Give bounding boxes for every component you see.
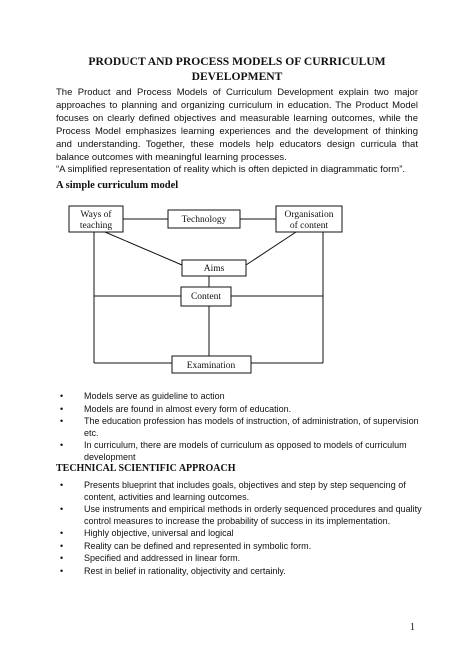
list-item-text: Models are found in almost every form of education. [84, 403, 292, 414]
list-item-text: Use instruments and empirical methods in orderly sequenced procedures and quality control measures to increase the probability of success in its implementation. [84, 504, 422, 526]
list-item [56, 541, 422, 553]
list-item-text: In curriculum, there are models of curriculum as opposed to models of curriculum development [84, 440, 407, 462]
bullet-icon: • [60, 416, 64, 426]
technology-label: Technology [181, 215, 227, 225]
list-item [56, 440, 422, 463]
bullet-icon: • [60, 540, 64, 551]
models-bullet-list [56, 391, 422, 464]
intro-paragraph: The Product and Process Models of Curriculum Development explain two major approaches to planning and organizing curriculum in education. The Product Model focuses on clearly defined objectives and measurable learning outcomes, while the Process Model emphasizes learning experiences and the development of thinking and understanding. Together, these models help educators design curricula that balance outcomes with meaningful learning processes. [56, 87, 418, 163]
list-item [56, 480, 422, 503]
bullet-icon: • [60, 403, 64, 414]
list-item-text: Rest in belief in rationality, objectivity and certainly. [84, 565, 286, 576]
bullet-icon: • [60, 440, 64, 450]
connector-organisation-aims [246, 232, 296, 265]
list-item [56, 528, 422, 540]
bullet-icon: • [60, 480, 64, 490]
technical-approach-bullet-list [56, 480, 422, 578]
examination-label: Examination [186, 361, 236, 371]
content-label: Content [190, 292, 222, 302]
list-item [56, 391, 422, 403]
diagram-heading: A simple curriculum model [56, 180, 179, 191]
title-line-1: PRODUCT AND PROCESS MODELS OF CURRICULUM [88, 55, 386, 68]
list-item-text: Reality can be defined and represented in symbolic form. [84, 540, 312, 551]
list-item [56, 553, 422, 565]
list-item-text: The education profession has models of instruction, of administration, of supervision etc. [84, 416, 419, 438]
aims-label: Aims [203, 264, 225, 274]
ways-of-teaching-label-2: teaching [79, 221, 113, 231]
page-number: 1 [410, 622, 415, 633]
section-heading: TECHNICAL SCIENTIFIC APPROACH [56, 463, 236, 474]
organisation-label-2: of content [289, 221, 329, 231]
list-item [56, 566, 422, 578]
list-item-text: Specified and addressed in linear form. [84, 553, 241, 563]
bullet-icon: • [60, 504, 64, 514]
list-item [56, 404, 422, 416]
bullet-icon: • [60, 565, 64, 576]
ways-of-teaching-label-1: Ways of [80, 210, 112, 220]
list-item [56, 504, 422, 527]
bullet-icon: • [60, 553, 64, 563]
connector-ways-aims [105, 232, 182, 265]
bullet-icon: • [60, 391, 64, 401]
list-item-text: Presents blueprint that includes goals, objectives and step by step sequencing of content, activities and learning outcomes. [84, 480, 406, 502]
list-item-text: Highly objective, universal and logical [84, 528, 234, 538]
title-line-2: DEVELOPMENT [191, 70, 283, 83]
list-item-text: Models serve as guideline to action [84, 391, 225, 401]
organisation-label-1: Organisation [284, 210, 334, 220]
bullet-icon: • [60, 528, 64, 538]
list-item [56, 416, 422, 439]
definition-quote: “A simplified representation of reality which is often depicted in diagrammatic form”. [56, 164, 406, 175]
